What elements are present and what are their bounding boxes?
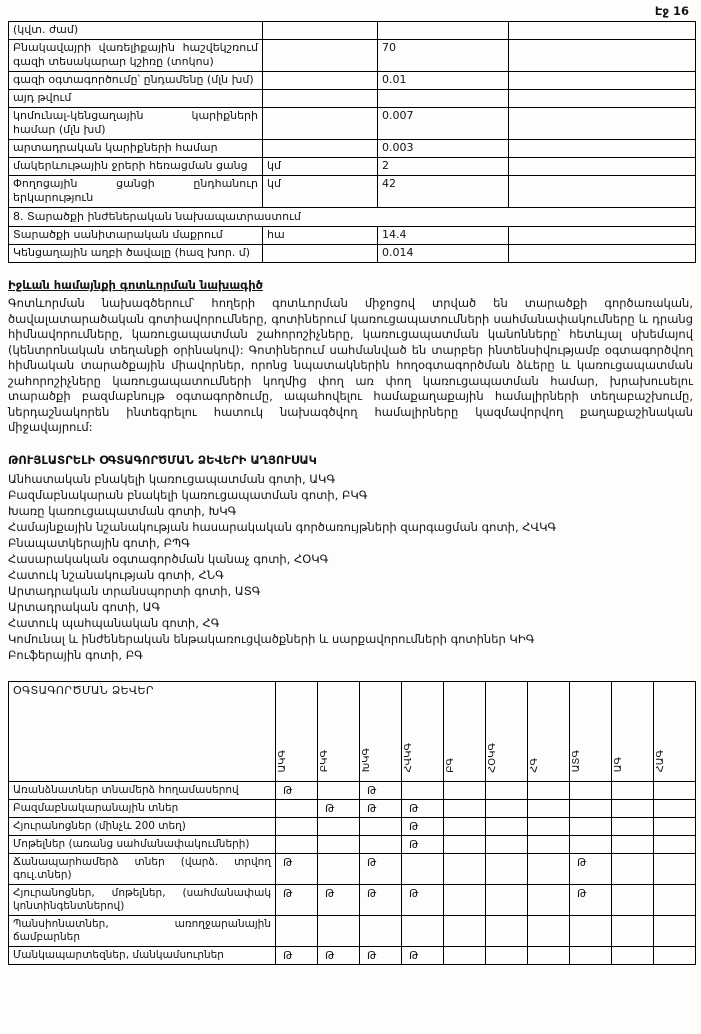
empty-mark-cell (486, 781, 528, 799)
indicator-label: Տարածքի սանիտարական մաքրում (9, 227, 263, 245)
zone-list-item: Հատուկ պահպանական գոտի, ՀԳ (8, 615, 220, 630)
use-row (9, 946, 696, 964)
indicator-unit: հա (263, 227, 378, 245)
empty-mark-cell (654, 799, 696, 817)
empty-mark-cell (528, 853, 570, 884)
indicator-extra (509, 158, 696, 176)
empty-mark-cell (612, 817, 654, 835)
empty-mark-cell (318, 817, 360, 835)
empty-mark-cell (612, 853, 654, 884)
indicator-extra (509, 40, 696, 72)
uses-column-label: ԲԿԳ (319, 750, 330, 773)
indicator-value: 0.003 (378, 140, 509, 158)
uses-column-label: ԱԳ (613, 757, 624, 773)
empty-mark-cell (486, 915, 528, 946)
uses-column-header (612, 681, 654, 781)
uses-column-label: ԱԿԳ (277, 749, 288, 773)
indicator-label: մակերևութային ջրերի հեռացման ցանց (9, 158, 263, 176)
indicator-row (9, 227, 696, 245)
empty-mark-cell (654, 853, 696, 884)
indicator-row (9, 108, 696, 140)
indicators-table-body (9, 22, 696, 263)
uses-column-header (528, 681, 570, 781)
use-row-label: Հյուրանոցներ (մինչև 200 տեղ) (9, 817, 276, 835)
indicator-label: Փողոցային ցանցի ընդհանուր երկարություն (9, 176, 263, 208)
indicator-unit (263, 22, 378, 40)
zoning-paragraph: Գոտևորման նախագծերում՝ հողերի գոտևորման միջոցով տրված են տարածքի գործառական, ծավալատարածական գոտիավորումները, գոտիներում կառուցապատումների սահմանափակումները և դրանց հիմնավորումները, կառուցապատման շահորոշիչները, կառուցապատման կանոնները՝ հետևյալ սխեմայով (կենտրոնական տեղանքի օրինակով): Գոտիներում սահմանված են տարբեր ինտենսիվությամբ օգտագործվող հիմնական տարածքային միավորներ, որոնց նպատակներին հողօգտագործման ձևերը և կառուցապատման շահորոշիչները կառուցապատումների կողմից փող առ փող կառուցապատման համար, խրախուսելու տարածքի բազմաբնույթ օգտագործումը, ապահովելու համաքաղաքային համալիրների տեղաբաշխումը, ներդաշնակորեն ինտեգրելու հատուկ նախագծվող համալիրները կազմավորվող քաղաքաշինական միջավայրում: (8, 296, 693, 434)
use-row (9, 853, 696, 884)
use-row (9, 781, 696, 799)
empty-mark-cell (486, 884, 528, 915)
indicator-value: 0.007 (378, 108, 509, 140)
indicator-row (9, 208, 696, 227)
indicator-label: արտադրական կարիքների համար (9, 140, 263, 158)
empty-mark-cell (276, 915, 318, 946)
uses-column-header (654, 681, 696, 781)
uses-column-header (444, 681, 486, 781)
permitted-mark-cell: Թ (570, 884, 612, 915)
indicator-label: Կենցաղային աղբի ծավալը (հազ խոր. մ) (9, 245, 263, 263)
empty-mark-cell (570, 799, 612, 817)
permitted-mark-cell: Թ (318, 884, 360, 915)
indicator-label: Բնակավայրի վառելիքային հաշվեկշռում գազի տեսակարար կշիռը (տոկոս) (9, 40, 263, 72)
uses-column-header (360, 681, 402, 781)
empty-mark-cell (486, 799, 528, 817)
zone-list-item: Արտադրական տրանսպորտի գոտի, ԱՏԳ (8, 583, 261, 598)
uses-column-label: ՀՕԿԳ (487, 742, 498, 773)
zone-list-item: Հասարակական օգտագործման կանաչ գոտի, ՀՕԿԳ (8, 551, 329, 566)
indicator-label: այդ թվում (9, 90, 263, 108)
permitted-mark-cell: Թ (276, 946, 318, 964)
permitted-mark-cell: Թ (360, 781, 402, 799)
indicator-row (9, 176, 696, 208)
indicator-row (9, 22, 696, 40)
indicator-row (9, 158, 696, 176)
permitted-mark-cell: Թ (360, 853, 402, 884)
indicator-extra (509, 245, 696, 263)
uses-table-title: ՕԳՏԱԳՈՐԾՄԱՆ ՁԵՎԵՐ (9, 681, 276, 781)
empty-mark-cell (570, 946, 612, 964)
uses-column-label: ՀԱԳ (655, 750, 666, 773)
empty-mark-cell (444, 799, 486, 817)
zone-list-item: Հատուկ նշանակության գոտի, ՀՆԳ (8, 567, 224, 582)
permitted-mark-cell: Թ (402, 946, 444, 964)
permitted-mark-cell: Թ (276, 853, 318, 884)
indicator-unit (263, 140, 378, 158)
empty-mark-cell (612, 781, 654, 799)
zone-list-item: Համայնքային նշանակության հասարակական գործառույթների զարգացման գոտի, ՀՎԿԳ (8, 519, 557, 534)
indicator-value: 2 (378, 158, 509, 176)
empty-mark-cell (444, 946, 486, 964)
indicator-extra (509, 108, 696, 140)
zone-list (8, 471, 693, 663)
use-row-label: Հյուրանոցներ, մոթելներ, (սահմանափակ կոնտինգենտներով) (9, 884, 276, 915)
zone-list-item: Արտադրական գոտի, ԱԳ (8, 599, 161, 614)
permitted-mark-cell: Թ (318, 946, 360, 964)
use-row-label: Բազմաբնակարանային տներ (9, 799, 276, 817)
empty-mark-cell (612, 835, 654, 853)
empty-mark-cell (612, 915, 654, 946)
permitted-uses-heading: ԹՈՒՅԼԱՏՐԵԼԻ ՕԳՏԱԳՈՐԾՄԱՆ ՁԵՎԵՐԻ ԱՂՅՈՒՍԱԿ (8, 452, 317, 467)
uses-column-header (402, 681, 444, 781)
empty-mark-cell (570, 817, 612, 835)
empty-mark-cell (528, 884, 570, 915)
empty-mark-cell (486, 835, 528, 853)
empty-mark-cell (654, 835, 696, 853)
indicator-extra (509, 227, 696, 245)
indicator-row (9, 245, 696, 263)
empty-mark-cell (318, 835, 360, 853)
uses-column-label: ԽԿԳ (361, 748, 372, 773)
indicator-label: գազի օգտագործումը՝ ընդամենը (մլն խմ) (9, 72, 263, 90)
empty-mark-cell (360, 915, 402, 946)
page-number: Էջ 16 (654, 4, 689, 18)
empty-mark-cell (528, 946, 570, 964)
use-row (9, 799, 696, 817)
indicator-unit (263, 108, 378, 140)
empty-mark-cell (654, 915, 696, 946)
indicator-row (9, 140, 696, 158)
uses-column-label: ՀՎԿԳ (403, 742, 414, 773)
use-row-label: Մոթելներ (առանց սահմանափակումների) (9, 835, 276, 853)
indicator-extra (509, 176, 696, 208)
zone-list-item: Խառը կառուցապատման գոտի, ԽԿԳ (8, 503, 237, 518)
indicator-value: 0.01 (378, 72, 509, 90)
indicator-unit (263, 245, 378, 263)
zone-list-item: Անհատական բնակելի կառուցապատման գոտի, ԱԿԳ (8, 471, 336, 486)
uses-table-header-row (9, 681, 696, 781)
empty-mark-cell (528, 799, 570, 817)
empty-mark-cell (402, 853, 444, 884)
use-row (9, 835, 696, 853)
indicator-extra (509, 72, 696, 90)
uses-column-label: ԱՏԳ (571, 750, 582, 773)
uses-column-label: ՀԳ (529, 757, 540, 773)
uses-column-header (570, 681, 612, 781)
indicator-row (9, 72, 696, 90)
indicator-row (9, 90, 696, 108)
empty-mark-cell (444, 817, 486, 835)
empty-mark-cell (654, 884, 696, 915)
empty-mark-cell (570, 835, 612, 853)
empty-mark-cell (318, 781, 360, 799)
indicator-unit (263, 72, 378, 90)
empty-mark-cell (276, 799, 318, 817)
permitted-mark-cell: Թ (402, 835, 444, 853)
permitted-mark-cell: Թ (276, 781, 318, 799)
empty-mark-cell (444, 781, 486, 799)
use-row-label: Ճանապարհամերձ տներ (վարձ. տրվող գուլ.տներ) (9, 853, 276, 884)
empty-mark-cell (528, 781, 570, 799)
permitted-mark-cell: Թ (570, 853, 612, 884)
use-row-label: Մանկապարտեզներ, մանկամսուրներ (9, 946, 276, 964)
use-row-label: Պանսիոնատներ, առողջարանային ճամբարներ (9, 915, 276, 946)
zoning-heading: Իջևան համայնքի գոտևորման նախագիծ (8, 278, 263, 292)
empty-mark-cell (570, 915, 612, 946)
indicator-value (378, 90, 509, 108)
indicator-unit (263, 40, 378, 72)
empty-mark-cell (612, 946, 654, 964)
indicator-value: 14.4 (378, 227, 509, 245)
zone-list-item: Բնապատկերային գոտի, ԲՊԳ (8, 535, 190, 550)
empty-mark-cell (528, 817, 570, 835)
uses-table (8, 681, 696, 965)
indicator-value: 42 (378, 176, 509, 208)
empty-mark-cell (528, 835, 570, 853)
empty-mark-cell (444, 835, 486, 853)
empty-mark-cell (402, 915, 444, 946)
permitted-mark-cell: Թ (360, 884, 402, 915)
indicator-extra (509, 90, 696, 108)
empty-mark-cell (318, 853, 360, 884)
indicator-value: 0.014 (378, 245, 509, 263)
uses-column-header (486, 681, 528, 781)
empty-mark-cell (654, 817, 696, 835)
indicator-section-label: 8. Տարածքի ինժեներական նախապատրաստում (9, 208, 696, 227)
empty-mark-cell (318, 915, 360, 946)
permitted-mark-cell: Թ (402, 817, 444, 835)
use-row-label: Առանձնատներ տնամերձ հողամասերով (9, 781, 276, 799)
permitted-mark-cell: Թ (318, 799, 360, 817)
uses-column-header (276, 681, 318, 781)
empty-mark-cell (612, 884, 654, 915)
indicators-table (8, 21, 696, 263)
empty-mark-cell (444, 915, 486, 946)
indicator-unit: կմ (263, 158, 378, 176)
empty-mark-cell (612, 799, 654, 817)
empty-mark-cell (486, 946, 528, 964)
permitted-mark-cell: Թ (360, 799, 402, 817)
indicator-unit (263, 90, 378, 108)
empty-mark-cell (276, 817, 318, 835)
empty-mark-cell (528, 915, 570, 946)
empty-mark-cell (444, 884, 486, 915)
indicator-value: 70 (378, 40, 509, 72)
indicator-label: կոմունալ-կենցաղային կարիքների համար (մլն խմ) (9, 108, 263, 140)
empty-mark-cell (402, 781, 444, 799)
uses-column-header (318, 681, 360, 781)
zone-list-item: Բուֆերային գոտի, ԲԳ (8, 647, 143, 662)
empty-mark-cell (360, 835, 402, 853)
indicator-value (378, 22, 509, 40)
zone-list-item: Բազմաբնակարան բնակելի կառուցապատման գոտի, ԲԿԳ (8, 487, 368, 502)
indicator-unit: կմ (263, 176, 378, 208)
permitted-mark-cell: Թ (402, 884, 444, 915)
uses-table-body (9, 781, 696, 964)
empty-mark-cell (486, 817, 528, 835)
use-row (9, 817, 696, 835)
indicator-extra (509, 22, 696, 40)
permitted-mark-cell: Թ (360, 946, 402, 964)
zone-list-item: Կոմունալ և ինժեներական ենթակառուցվածքների և սարքավորումների գոտիներ ԿԻԳ (8, 631, 535, 646)
empty-mark-cell (276, 835, 318, 853)
empty-mark-cell (444, 853, 486, 884)
empty-mark-cell (486, 853, 528, 884)
empty-mark-cell (360, 817, 402, 835)
permitted-mark-cell: Թ (402, 799, 444, 817)
empty-mark-cell (654, 781, 696, 799)
indicator-row (9, 40, 696, 72)
indicator-extra (509, 140, 696, 158)
indicator-label: (կվտ. ժամ) (9, 22, 263, 40)
use-row (9, 915, 696, 946)
empty-mark-cell (570, 781, 612, 799)
uses-column-label: ԲԳ (445, 757, 456, 773)
use-row (9, 884, 696, 915)
empty-mark-cell (654, 946, 696, 964)
permitted-mark-cell: Թ (276, 884, 318, 915)
